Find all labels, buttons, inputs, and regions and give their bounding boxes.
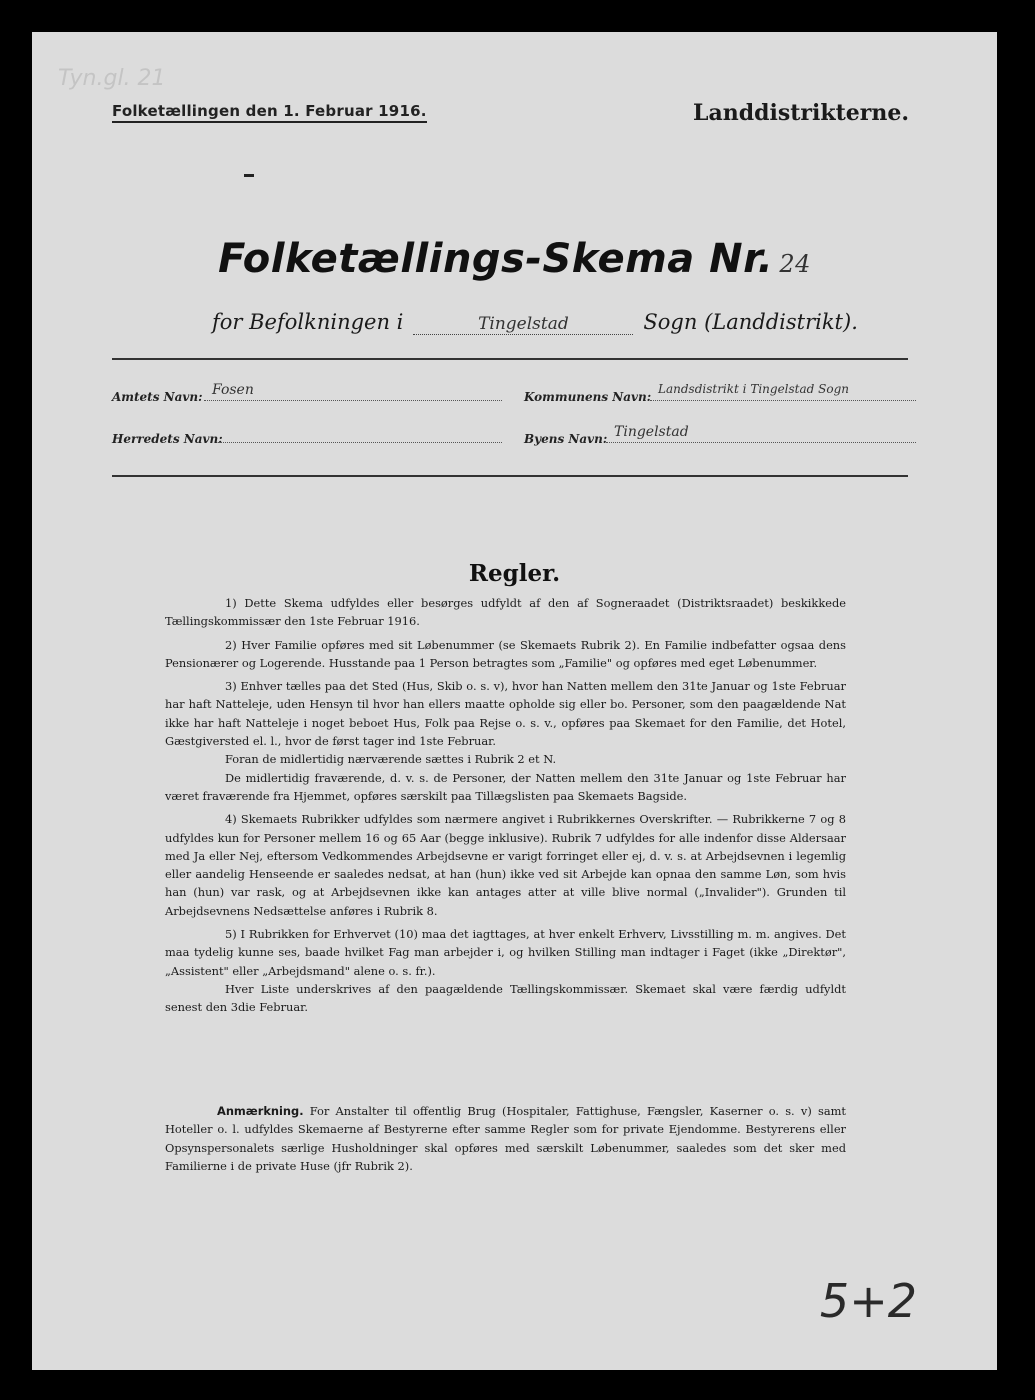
- parish-field: Tingelstad: [413, 314, 633, 335]
- divider-top: [112, 358, 908, 360]
- kommune-field: Landsdistrikt i Tingelstad Sogn: [650, 382, 916, 401]
- note-text: For Anstalter til offentlig Brug (Hospitaler, Fattighuse, Fængsler, Kaserner o. s. v) samt Hoteller o. l. udfyldes Skemaerne af Bestyrerne efter samme Regler som for private Ejendomme. Bestyrerens eller Opsynspersonalets særlige Husholdninger skal opføres med særskilt Løbenummer, saaledes som det sker med Familierne i de private Huse (jfr Rubrik 2).: [165, 1104, 846, 1173]
- census-form-page: [32, 32, 997, 1370]
- rules-heading: Regler.: [468, 560, 561, 587]
- rule-paragraph: 5) I Rubrikken for Erhvervet (10) maa det iagttages, at hver enkelt Erhverv, Livsstilling m. m. angives. Det maa tydelig kunne ses, baade hvilket Fag man arbejder i, og hvilken Stilling man indtager i Faget (ikke „Direktør", „Assistent" eller „Arbejdsmand" alene o. s. fr.).: [165, 927, 846, 978]
- amt-label: Amtets Navn:: [112, 390, 203, 404]
- by-label: Byens Navn:: [524, 432, 608, 446]
- rule-paragraph: 3) Enhver tælles paa det Sted (Hus, Skib o. s. v), hvor han Natten mellem den 31te Januar og 1ste Februar har haft Natteleje, uden Hensyn til hvor han ellers maatte opholde sig eller bo. Personer, som den paagældende Nat ikke har haft Natteleje i noget beboet Hus, Folk paa Rejse o. s. v., opføres paa Skemaet for den Familie, det Hotel, Gæstgiversted el. l., hvor de først tager ind 1ste Februar.: [165, 679, 846, 749]
- rules-body: [165, 594, 846, 1022]
- by-field: Tingelstad: [606, 424, 916, 443]
- subtitle-prefix: for Befolkningen i: [212, 310, 404, 334]
- rule-paragraph: 2) Hver Familie opføres med sit Løbenummer (se Skemaets Rubrik 2). En Familie indbefatter ogsaa dens Pensionærer og Logerende. Husstande paa 1 Person betragtes som „Familie" og opføres med eget Løbenummer.: [165, 637, 846, 670]
- rule-paragraph: 1) Dette Skema udfyldes eller besørges udfyldt af den af Sogneraadet (Distriktsraadet) beskikkede Tællingskommissær den 1ste Februar 1916.: [165, 596, 846, 629]
- rule-paragraph: 4) Skemaets Rubrikker udfyldes som nærmere angivet i Rubrikkernes Overskrifter. — Rubrikkerne 7 og 8 udfyldes kun for Personer mellem 16 og 65 Aar (begge inklusive). Rubrik 7 udfyldes for alle indenfor disse Aldersaar med Ja eller Nej, eftersom Vedkommendes Arbejdsevne er varigt forringet eller ej, d. v. s. at Arbejdsevnen i legemlig eller aandelig Henseende er saaledes nedsat, at han (hun) ikke ved sit Arbejde kan opnaa den samme Løn, som hvis han (hun) var rask, og at Arbejdsevnen ikke kan antages atter at ville blive normal („Invalider"). Grunden til Arbejdsevnens Nedsættelse anføres i Rubrik 8.: [165, 812, 846, 918]
- kommune-label: Kommunens Navn:: [524, 390, 652, 404]
- divider-bottom: [112, 475, 908, 477]
- note-paragraph: [165, 1102, 846, 1175]
- rule-paragraph: Foran de midlertidig nærværende sættes i Rubrik 2 et N.: [225, 752, 557, 767]
- herred-field: [218, 424, 502, 443]
- faded-stamp: Tyn.gl. 21: [58, 66, 166, 91]
- district-type-header: Landdistrikterne.: [693, 100, 909, 126]
- ink-mark: [244, 174, 254, 177]
- note-label: Anmærkning.: [217, 1104, 304, 1118]
- form-title-text: Folketællings-Skema Nr.: [218, 236, 774, 282]
- amt-field: Fosen: [204, 382, 502, 401]
- subtitle-suffix: Sogn (Landdistrikt).: [643, 310, 858, 334]
- herred-label: Herredets Navn:: [112, 432, 223, 446]
- rule-paragraph: De midlertidig fraværende, d. v. s. de Personer, der Natten mellem den 31te Januar og 1ste Februar har været fraværende fra Hjemmet, opføres særskilt paa Tillægslisten paa Skemaets Bagside.: [165, 770, 846, 803]
- note-block: [165, 1102, 846, 1175]
- form-subtitle: [212, 310, 858, 335]
- form-number-handwritten: 24: [779, 250, 811, 278]
- rule-paragraph: Hver Liste underskrives af den paagældende Tællingskommissær. Skemaet skal være færdig udfyldt senest den 3die Februar.: [165, 981, 846, 1015]
- pencil-annotation: 5+2: [819, 1274, 917, 1328]
- form-title: [32, 236, 997, 282]
- census-date-header: Folketællingen den 1. Februar 1916.: [112, 102, 427, 123]
